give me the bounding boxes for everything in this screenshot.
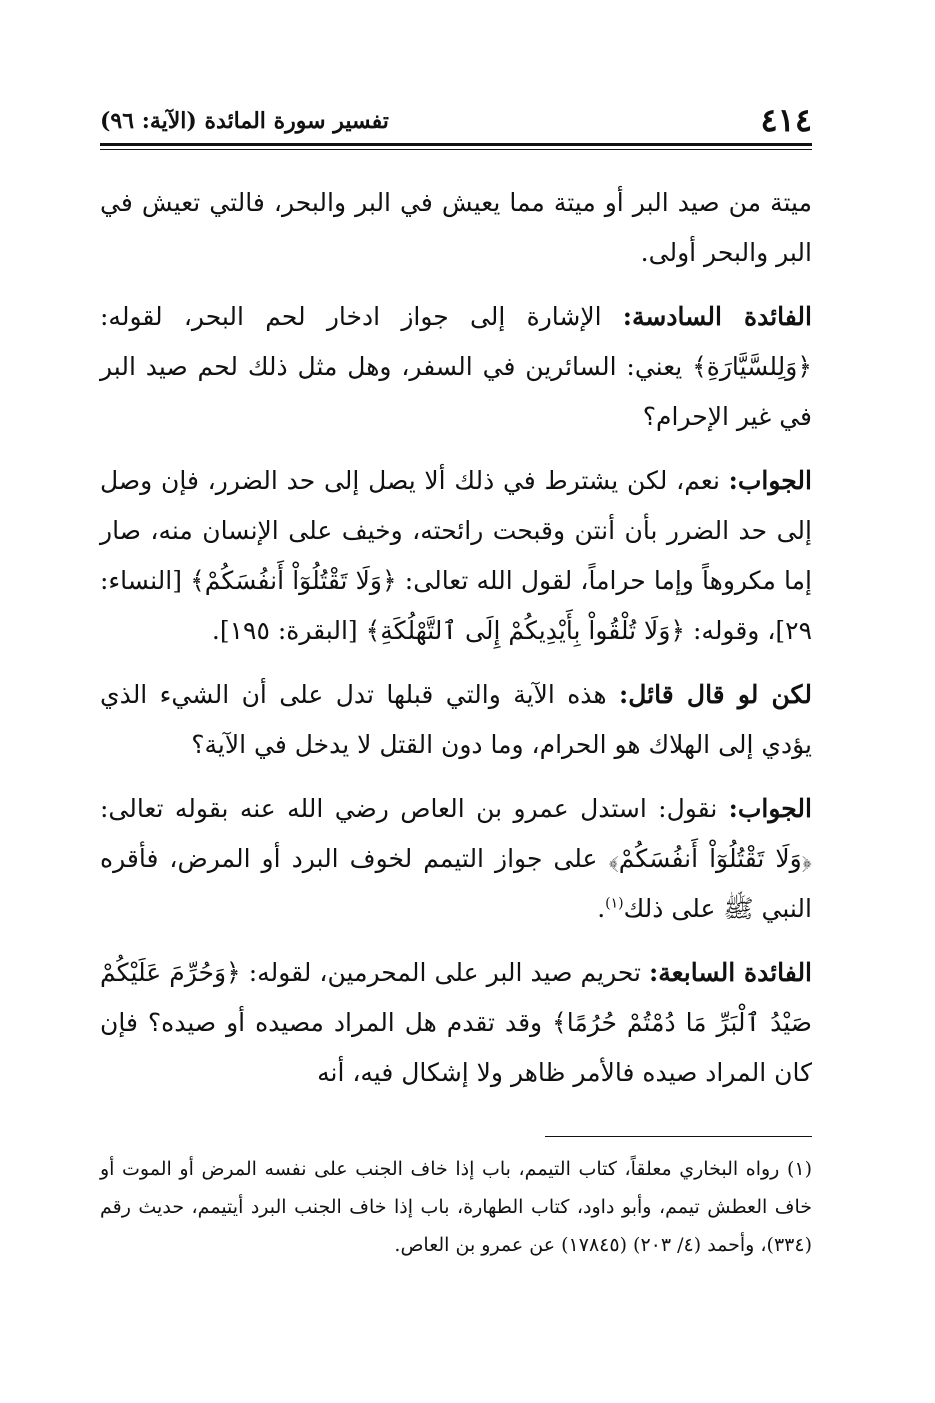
paragraph-text: تحريم صيد البر على المحرمين، لقوله: ﴿وَحُرِّمَ عَلَيْكُمْ صَيْدُ ٱلْبَرِّ مَا دُمْتُمْ حُرُمًا﴾ وقد تقدم هل المراد مصيده أو صيده؟ فإن كان المراد صيده فالأمر ظاهر ولا إشكال فيه، أنه <box>100 958 812 1087</box>
footnote-text: رواه البخاري معلقاً، كتاب التيمم، باب إذا خاف الجنب على نفسه المرض أو الموت أو خاف العطش تيمم، وأبو داود، كتاب الطهارة، باب إذا خاف الجنب البرد أيتيمم، حديث رقم (٣٣٤)، وأحمد (٤/ ٢٠٣) (١٧٨٤٥) عن عمرو بن العاص. <box>100 1158 812 1256</box>
paragraph-lead: لكن لو قال قائل: <box>619 680 812 709</box>
paragraph <box>100 456 812 656</box>
paragraph-lead: الفائدة السابعة: <box>649 958 813 987</box>
paragraph-text: هذه الآية والتي قبلها تدل على أن الشيء الذي يؤدي إلى الهلاك هو الحرام، وما دون القتل لا يدخل في الآية؟ <box>100 680 812 759</box>
paragraph-text: نعم، لكن يشترط في ذلك ألا يصل إلى حد الضرر، فإن وصل إلى حد الضرر بأن أنتن وقبحت رائحته، وخيف على الإنسان منه، صار إما مكروهاً وإما حراماً، لقول الله تعالى: ﴿وَلَا تَقْتُلُوٓاْ أَنفُسَكُمْ﴾ [النساء: ٢٩]، وقوله: ﴿وَلَا تُلْقُواْ بِأَيْدِيكُمْ إِلَى ٱلتَّهْلُكَةِ﴾ [البقرة: ١٩٥]. <box>100 466 812 645</box>
header-rule-thin <box>100 149 812 150</box>
paragraph-text: الإشارة إلى جواز ادخار لحم البحر، لقوله: ﴿وَلِلسَّيَّارَةِ﴾ يعني: السائرين في السفر، وهل مثل ذلك لحم صيد البر في غير الإحرام؟ <box>100 302 812 431</box>
main-text <box>100 178 812 1112</box>
running-title: تفسير سورة المائدة (الآية: ٩٦) <box>100 108 389 134</box>
paragraph-text: ميتة من صيد البر أو ميتة مما يعيش في البر والبحر، فالتي تعيش في البر والبحر أولى. <box>100 188 812 267</box>
header-rule-thick <box>100 143 812 146</box>
footnote-number: (١) <box>786 1158 812 1180</box>
paragraph <box>100 292 812 442</box>
paragraph <box>100 178 812 278</box>
footnote-reference[interactable]: (١) <box>605 895 624 912</box>
footnotes <box>100 1150 812 1264</box>
page-header <box>100 100 812 146</box>
paragraph-lead: الجواب: <box>728 794 812 823</box>
paragraph <box>100 670 812 770</box>
paragraph-tail: . <box>597 894 606 923</box>
paragraph <box>100 948 812 1098</box>
footnote <box>100 1150 812 1264</box>
paragraph-text: نقول: استدل عمرو بن العاص رضي الله عنه بقوله تعالى: ﴿وَلَا تَقْتُلُوٓاْ أَنفُسَكُمْ﴾ على جواز التيمم لخوف البرد أو المرض، فأقره النبي ﷺ على ذلك <box>100 794 813 923</box>
paragraph <box>100 784 812 934</box>
paragraph-lead: الفائدة السادسة: <box>622 302 812 331</box>
footnote-separator <box>545 1136 812 1137</box>
page-number: ٤١٤ <box>760 101 812 139</box>
paragraph-lead: الجواب: <box>728 466 812 495</box>
